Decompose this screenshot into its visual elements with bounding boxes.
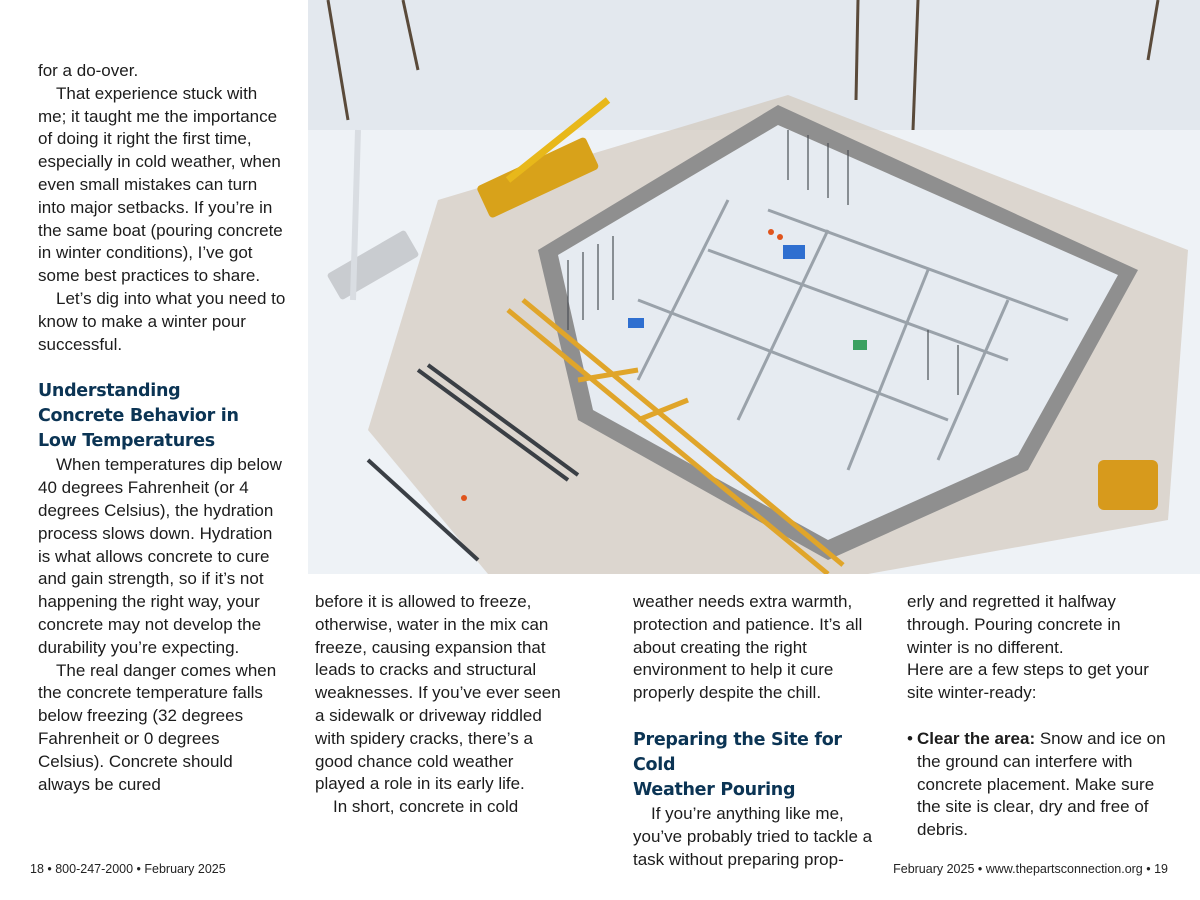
paragraph: If you’re anything like me, you’ve probably tried to tackle a task without preparing prop- [633, 803, 873, 869]
paragraph: erly and regretted it halfway through. Pouring concrete in winter is no different. [907, 592, 1121, 657]
bullet-item [907, 728, 1167, 842]
paragraph: When temperatures dip below 40 degrees Fahrenheit (or 4 degrees Celsius), the hydration process slows down. Hydration is what allows concrete to cure and gain strength, so if it’s not happening the right way, your concrete may not develop the durability you’re expecting. [38, 455, 282, 657]
paragraph: Here are a few steps to get your site winter-ready: [907, 660, 1149, 703]
paragraph: Let’s dig into what you need to know to make a winter pour successful. [38, 288, 286, 354]
paragraph: weather needs extra warmth, protection and patience. It’s all about creating the right environment to help it cure properly despite the chill. [633, 592, 863, 703]
section-heading: Understanding Concrete Behavior in Low Temperatures [38, 381, 239, 452]
construction-site-photo [308, 0, 1200, 574]
paragraph: for a do-over. [38, 61, 139, 80]
text-column-1 [38, 60, 288, 796]
bullet-title: Clear the area: [917, 728, 1036, 748]
paragraph: before it is allowed to freeze, otherwise, water in the mix can freeze, causing expansion that leads to cracks and structural weaknesses. If you’ve ever seen a sidewalk or driveway riddled with spidery cracks, there’s a good chance cold weather played a role in its early life. [315, 592, 561, 794]
text-column-2 [315, 591, 565, 819]
paragraph: The real danger comes when the concrete temperature falls below freezing (32 degrees Fahrenheit or 0 degrees Celsius). Concrete should always be cured [38, 660, 277, 794]
bullet-marker: • [907, 728, 913, 748]
text-column-3 [633, 591, 888, 871]
bullet-text: Snow and ice on the ground can interfere with concrete placement. Make sure the site is clear, dry and free of debris. [917, 728, 1166, 840]
bullet-content [917, 728, 1167, 842]
footer-left: 18 • 800-247-2000 • February 2025 [30, 862, 226, 876]
paragraph: In short, concrete in cold [333, 797, 519, 817]
section-heading: Preparing the Site for Cold Weather Pouring [633, 729, 842, 800]
footer-right: February 2025 • www.thepartsconnection.org • 19 [893, 862, 1168, 876]
text-column-4 [907, 591, 1167, 842]
paragraph: That experience stuck with me; it taught me the importance of doing it right the first time, especially in cold weather, when even small mistakes can turn into major setbacks. If you’re in the same boat (pouring concrete in winter conditions), I’ve got some best practices to share. [38, 83, 283, 286]
